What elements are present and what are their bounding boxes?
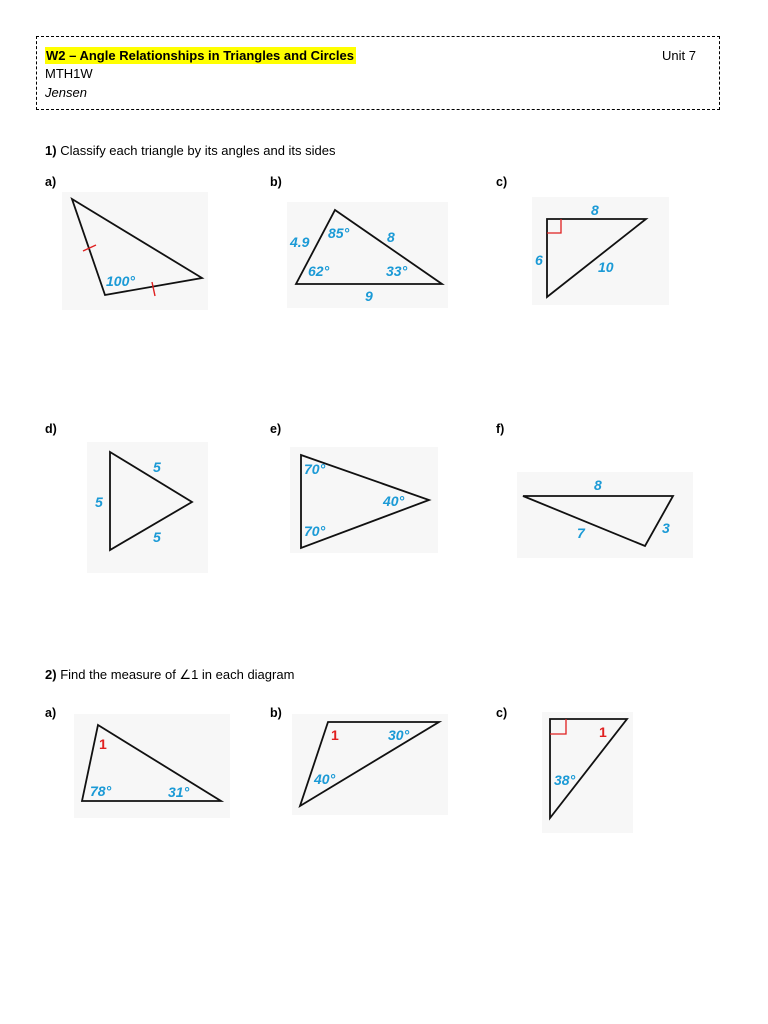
q1e-triangle-figure: [288, 445, 440, 555]
q1-part-a-label: a): [45, 175, 57, 189]
q1f-figure-background: [517, 472, 693, 558]
q2a-right-angle-label: 31°: [168, 784, 190, 800]
q2c-unknown-angle-label: 1: [599, 724, 607, 740]
q1c-top-side-label: 8: [591, 202, 599, 218]
q1a-triangle-figure: [60, 190, 210, 312]
q2-part-b-label: b): [270, 706, 282, 720]
q1b-left-angle-label: 62°: [308, 263, 330, 279]
question-2-number: 2): [45, 667, 57, 682]
question-2-text: Find the measure of ∠1 in each diagram: [60, 667, 295, 682]
q1d-figure-background: [87, 442, 208, 573]
q1b-base-label: 9: [365, 288, 373, 304]
q1c-hypotenuse-label: 10: [598, 259, 614, 275]
q2-part-c-label: c): [496, 706, 508, 720]
unit-label: Unit 7: [662, 48, 696, 63]
q1c-figure-background: [532, 197, 669, 305]
q1b-side-label-right: 8: [387, 229, 395, 245]
q2b-right-angle-label: 30°: [388, 727, 410, 743]
q2a-left-angle-label: 78°: [90, 783, 112, 799]
q1e-bottom-angle-label: 70°: [304, 523, 326, 539]
q1f-top-side-label: 8: [594, 477, 602, 493]
q2b-bottom-angle-label: 40°: [314, 771, 336, 787]
worksheet-title: W2 – Angle Relationships in Triangles and Circles: [46, 48, 354, 63]
q1a-angle-label: 100°: [106, 273, 135, 289]
q2c-angle-label: 38°: [554, 772, 576, 788]
q1f-short-side-label: 3: [662, 520, 670, 536]
q1b-side-label-left: 4.9: [290, 234, 310, 250]
q2-part-a-label: a): [45, 706, 57, 720]
q1d-side-label-top: 5: [153, 459, 161, 475]
question-1-number: 1): [45, 143, 57, 158]
q1-part-e-label: e): [270, 422, 282, 436]
q1e-right-angle-label: 40°: [383, 493, 405, 509]
q1e-top-angle-label: 70°: [304, 461, 326, 477]
q1-part-b-label: b): [270, 175, 282, 189]
q1d-side-label-bottom: 5: [153, 529, 161, 545]
q1f-triangle-figure: [515, 470, 695, 560]
q2b-unknown-angle-label: 1: [331, 727, 339, 743]
q1b-top-angle-label: 85°: [328, 225, 350, 241]
course-code: MTH1W: [45, 66, 93, 81]
q1c-left-side-label: 6: [535, 252, 543, 268]
q1-part-f-label: f): [496, 422, 505, 436]
q1f-long-side-label: 7: [577, 525, 585, 541]
q1b-triangle-figure: [285, 200, 450, 310]
q2b-triangle-figure: [290, 712, 450, 817]
q2a-unknown-angle-label: 1: [99, 736, 107, 752]
teacher-name: Jensen: [45, 85, 87, 100]
q1-part-c-label: c): [496, 175, 508, 189]
q2c-triangle-figure: [540, 710, 635, 835]
q1d-triangle-figure: [85, 440, 210, 575]
q1c-triangle-figure: [528, 195, 673, 307]
question-1-text: Classify each triangle by its angles and its sides: [60, 143, 336, 158]
q1-part-d-label: d): [45, 422, 57, 436]
question-1: [45, 143, 336, 159]
question-2: [45, 667, 294, 683]
q1d-side-label-left: 5: [95, 494, 103, 510]
q1b-right-angle-label: 33°: [386, 263, 408, 279]
q2a-triangle-figure: [72, 712, 232, 820]
